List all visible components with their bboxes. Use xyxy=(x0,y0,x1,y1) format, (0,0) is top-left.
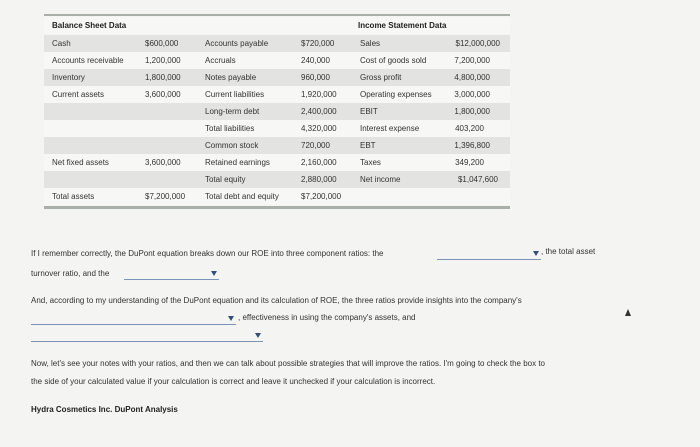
note-line2: the side of your calculated value if your calculation is correct and leave it unchecked if your calculation is incorrect. xyxy=(31,377,436,386)
liability-value: $7,200,000 xyxy=(301,192,342,201)
income-value: 4,800,000 xyxy=(454,73,490,82)
asset-value: $7,200,000 xyxy=(145,192,186,201)
asset-value: 3,600,000 xyxy=(145,90,181,99)
income-value: $1,047,600 xyxy=(457,175,498,184)
income-value: 1,800,000 xyxy=(454,107,490,116)
chevron-down-icon xyxy=(533,251,539,256)
liability-value: 2,400,000 xyxy=(301,107,337,116)
table-bottom-rule xyxy=(44,206,510,209)
financial-data-table xyxy=(44,14,510,210)
liability-value: 720,000 xyxy=(301,141,330,150)
liability-value: 4,320,000 xyxy=(301,124,337,133)
dupont-analysis-title: Hydra Cosmetics Inc. DuPont Analysis xyxy=(31,405,178,414)
income-value: 7,200,000 xyxy=(454,56,490,65)
question1-text-part1: If I remember correctly, the DuPont equation breaks down our ROE into three component ratios: the xyxy=(31,249,384,258)
income-value: $12,000,000 xyxy=(455,39,500,48)
income-value: 403,200 xyxy=(455,124,484,133)
income-value: 3,000,000 xyxy=(454,90,490,99)
liability-value: 1,920,000 xyxy=(301,90,337,99)
component-ratio-dropdown-1[interactable] xyxy=(437,249,541,260)
liability-label: Common stock xyxy=(205,141,259,150)
liability-value: 240,000 xyxy=(301,56,330,65)
asset-label: Net fixed assets xyxy=(52,158,109,167)
asset-value: 3,600,000 xyxy=(145,158,181,167)
table-top-rule xyxy=(44,14,510,16)
income-label: Sales xyxy=(360,39,381,48)
liability-value: 2,880,000 xyxy=(301,175,337,184)
income-label: Gross profit xyxy=(360,73,402,82)
note-line1: Now, let's see your notes with your ratios, and then we can talk about possible strategies that will improve the ratios. I'm going to check the box to xyxy=(31,359,545,368)
liability-label: Total equity xyxy=(205,175,246,184)
liability-value: 2,160,000 xyxy=(301,158,337,167)
component-ratio-dropdown-2[interactable] xyxy=(124,269,219,280)
liability-label: Current liabilities xyxy=(205,90,265,99)
question1-text-part3: turnover ratio, and the xyxy=(31,269,110,278)
chevron-down-icon xyxy=(255,333,261,338)
asset-label: Total assets xyxy=(52,192,95,201)
income-label: Interest expense xyxy=(360,124,420,133)
question2-text-part1: And, according to my understanding of the DuPont equation and its calculation of ROE, the three ratios provide insights into the company's xyxy=(31,296,522,305)
income-label: Taxes xyxy=(360,158,381,167)
income-label: EBIT xyxy=(360,107,378,116)
income-statement-title: Income Statement Data xyxy=(358,21,447,30)
chevron-down-icon xyxy=(211,271,217,276)
liability-label: Accruals xyxy=(205,56,236,65)
income-label: Operating expenses xyxy=(360,90,432,99)
balance-sheet-title: Balance Sheet Data xyxy=(52,21,127,30)
liability-label: Notes payable xyxy=(205,73,257,82)
income-label: Cost of goods sold xyxy=(360,56,427,65)
insight-dropdown-1[interactable] xyxy=(31,314,236,325)
income-value: 1,396,800 xyxy=(454,141,490,150)
asset-label: Current assets xyxy=(52,90,105,99)
liability-label: Retained earnings xyxy=(205,158,270,167)
liability-value: 960,000 xyxy=(301,73,330,82)
question2-text-part2: , effectiveness in using the company's assets, and xyxy=(238,313,416,322)
liability-label: Total debt and equity xyxy=(205,192,279,201)
liability-value: $720,000 xyxy=(301,39,335,48)
liability-label: Long-term debt xyxy=(205,107,260,116)
asset-value: $600,000 xyxy=(145,39,179,48)
asset-value: 1,200,000 xyxy=(145,56,181,65)
income-value: 349,200 xyxy=(455,158,484,167)
asset-label: Cash xyxy=(52,39,71,48)
insight-dropdown-2[interactable] xyxy=(31,331,263,342)
question1-text-part2: , the total asset xyxy=(541,247,596,256)
asset-value: 1,800,000 xyxy=(145,73,181,82)
asset-label: Accounts receivable xyxy=(52,56,124,65)
asset-label: Inventory xyxy=(52,73,85,82)
mouse-cursor-icon xyxy=(625,309,631,316)
liability-label: Accounts payable xyxy=(205,39,269,48)
income-label: Net income xyxy=(360,175,401,184)
liability-label: Total liabilities xyxy=(205,124,255,133)
income-label: EBT xyxy=(360,141,376,150)
chevron-down-icon xyxy=(228,316,234,321)
